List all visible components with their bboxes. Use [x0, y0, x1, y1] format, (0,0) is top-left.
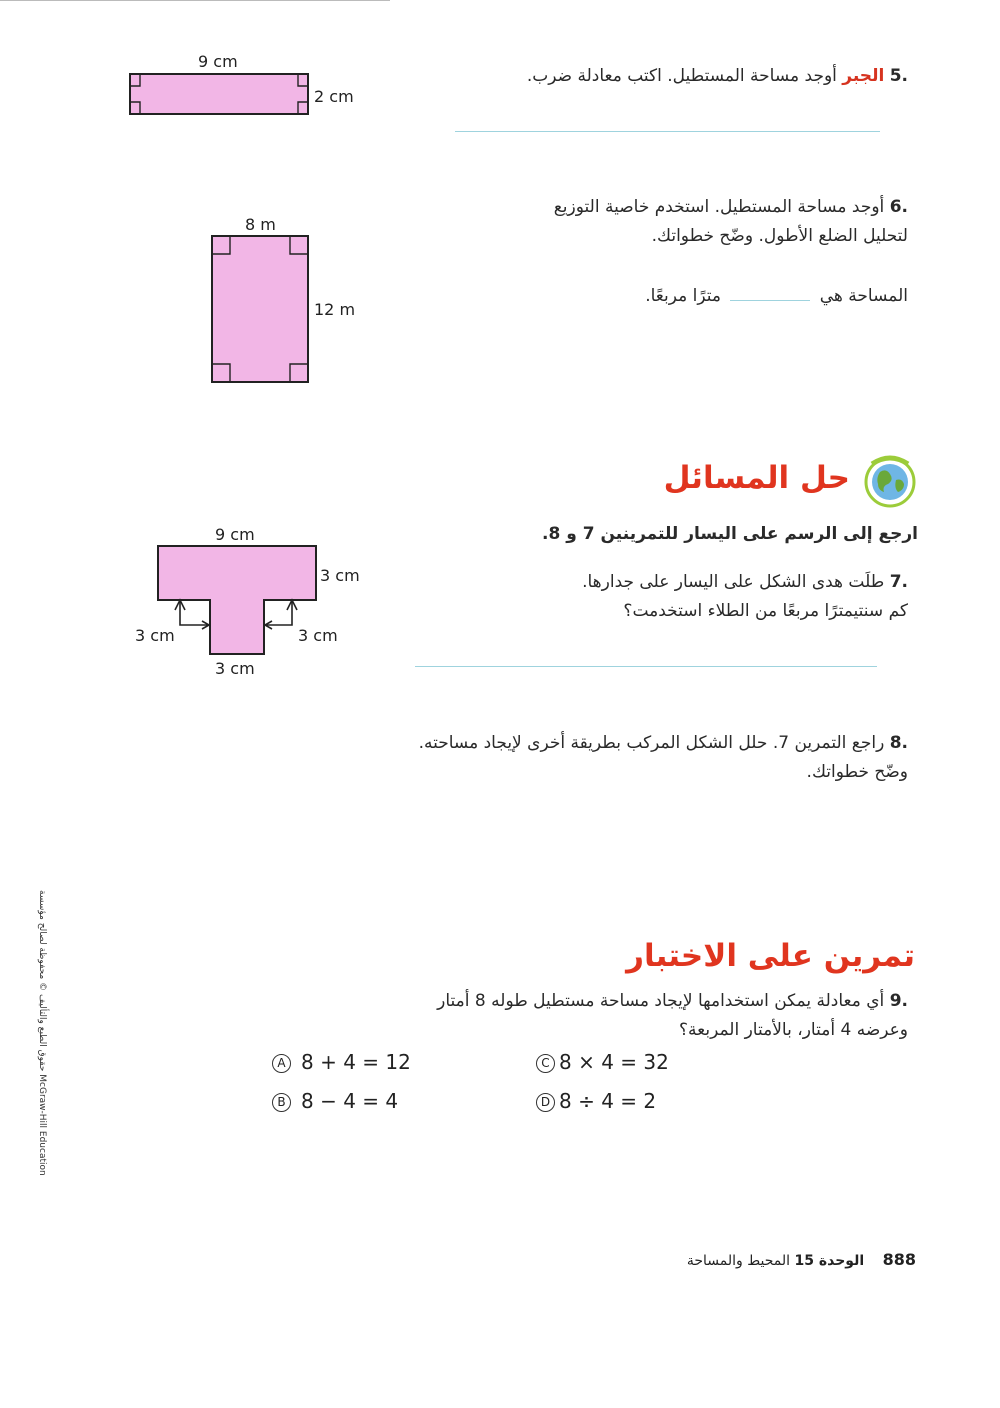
t-shape-figure [130, 520, 370, 690]
q7-line1: طلَت هدى الشكل على اليسار على جدارها. [582, 572, 885, 592]
test-practice-title: تمرين على الاختبار [626, 938, 915, 974]
q6-answer-suffix: مترًا مربعًا. [645, 286, 721, 306]
problem-solving-title: حل المسائل [663, 460, 850, 496]
option-d-text: 8 ÷ 4 = 2 [559, 1089, 657, 1113]
q8-number: .8 [889, 733, 908, 753]
q9-line2: وعرضه 4 أمتار، بالأمتار المربعة؟ [679, 1020, 908, 1040]
unit-label: الوحدة 15 [794, 1253, 865, 1269]
t-right-label: 3 cm [298, 626, 338, 645]
footer [616, 1250, 916, 1269]
q6-line1: أوجد مساحة المستطيل. استخدم خاصية التوزيع [553, 197, 885, 217]
option-c-text: 8 × 4 = 32 [559, 1050, 669, 1074]
page-number: 888 [882, 1250, 916, 1269]
q5-height-label: 2 cm [314, 87, 354, 106]
unit-title: المحيط والمساحة [686, 1253, 791, 1269]
q5-number: .5 [889, 66, 908, 86]
q8-text [348, 729, 908, 787]
q9-number: .9 [889, 991, 908, 1011]
q6-answer [428, 282, 908, 311]
q8-line2: وضّح خطواتك. [806, 762, 908, 782]
q5-prompt: أوجد مساحة المستطيل. اكتب معادلة ضرب. [526, 66, 837, 86]
q7-line2: كم سنتيمترًا مربعًا من الطلاء استخدمت؟ [623, 601, 908, 621]
t-top-label: 9 cm [215, 525, 255, 544]
q6-width-label: 8 m [245, 215, 276, 234]
t-top-height-label: 3 cm [320, 566, 360, 585]
q8-line1: راجع التمرين 7. حلل الشكل المركب بطريقة أخرى لإيجاد مساحته. [418, 733, 885, 753]
q7-text [428, 568, 908, 626]
q5-text [428, 62, 908, 91]
q5-algebra-tag: الجبر [842, 66, 885, 86]
q5-width-label: 9 cm [198, 52, 238, 71]
t-left-label: 3 cm [135, 626, 175, 645]
q6-figure [200, 210, 370, 390]
q6-line2: لتحليل الضلع الأطول. وضّح خطواتك. [651, 226, 908, 246]
q7-answer-line[interactable] [415, 666, 877, 667]
q9-text [348, 987, 908, 1045]
q9-option-c[interactable] [536, 1050, 669, 1074]
q5-figure [120, 50, 380, 130]
q9-option-d[interactable] [536, 1089, 656, 1113]
q6-number: .6 [889, 197, 908, 217]
copyright-credit: حقوق الطبع والتأليف © محفوظة لصالح مؤسسة McGraw-Hill Education [37, 890, 47, 1176]
option-a-letter: A [272, 1054, 291, 1073]
t-bottom-label: 3 cm [215, 659, 255, 678]
globe-icon [860, 450, 920, 510]
top-rule [0, 0, 390, 1]
q6-text [428, 193, 908, 251]
q6-answer-blank[interactable] [730, 300, 810, 301]
q5-answer-line[interactable] [455, 131, 880, 132]
q7-number: .7 [889, 572, 908, 592]
option-b-text: 8 − 4 = 4 [301, 1089, 399, 1113]
option-d-letter: D [536, 1093, 555, 1112]
option-a-text: 8 + 4 = 12 [301, 1050, 411, 1074]
option-b-letter: B [272, 1093, 291, 1112]
problem-solving-instruction: ارجع إلى الرسم على اليسار للتمرينين 7 و 8. [542, 524, 918, 544]
q6-answer-prefix: المساحة هي [819, 286, 908, 306]
option-c-letter: C [536, 1054, 555, 1073]
q9-line1: أي معادلة يمكن استخدامها لإيجاد مساحة مستطيل طوله 8 أمتار [437, 991, 885, 1011]
q9-option-b[interactable] [272, 1089, 398, 1113]
q6-height-label: 12 m [314, 300, 356, 319]
q9-option-a[interactable] [272, 1050, 411, 1074]
